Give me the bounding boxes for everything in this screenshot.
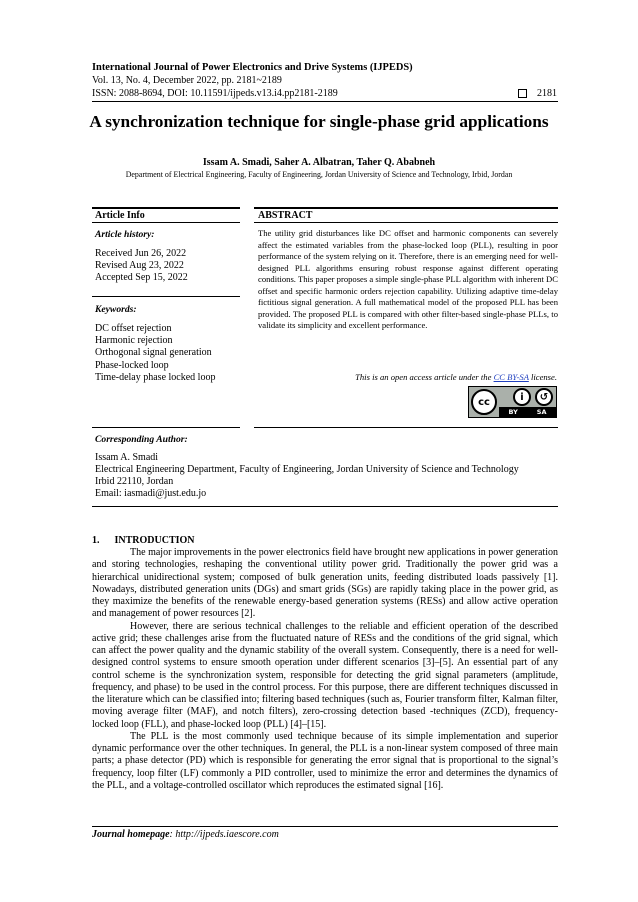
introduction-heading: 1. INTRODUCTION: [92, 535, 195, 546]
license-link[interactable]: CC BY-SA: [493, 372, 529, 382]
history-accepted: Accepted Sep 15, 2022: [95, 272, 188, 284]
introduction-paragraph: The major improvements in the power electronics field have brought new applications in power generation and storing technologies, reshaping the conventional utility power grid. Traditionally the power grid was a hierarchical unidirectional system; composed of bulk generation units, feeding distributed loads passively [1]. Nowadays, distributed generation units (DGs) and smart grids (SGs) are rapidly taking place in the power grid, as they maximize the benefits of the renewable energy-based generation systems (RESs) and allow active operation and management of power resources [2].: [92, 547, 558, 620]
cc-label-bar: [499, 407, 556, 417]
abstract-text: The utility grid disturbances like DC offset and harmonic components can severely affect the estimated variables from the phase-locked loop (PLL), resulting in poor performance of the system relying on it. Therefore, there is an emerging need for well-designed PLL algorithms ensuring robust response against different operating conditions. This paper proposes a simple single-phase PLL algorithm with inherent DC offset and specific harmonic orders rejection capability. Utilizing adaptive time-delay fictitious signal generation. A full mathematical model of the proposed PLL has been provided. The proposed PLL is compared with other filter-based single-phase PLLs, to validate its simplicity and excellent performance.: [258, 228, 558, 330]
license-line: [355, 372, 557, 382]
cc-by-label: BY: [508, 408, 518, 416]
abstract-head-rule: [254, 222, 558, 223]
introduction-body: [92, 547, 558, 792]
page-number-block: [518, 88, 557, 99]
page-number: 2181: [537, 88, 557, 99]
corresponding-department: Electrical Engineering Department, Faculty of Engineering, Jordan University of Science and Technology: [95, 464, 519, 475]
header-rule: [92, 101, 558, 102]
abstract-top-rule: [254, 207, 558, 209]
journal-title: International Journal of Power Electronics and Drive Systems (IJPEDS): [92, 62, 413, 73]
cc-icon: cc: [471, 389, 497, 415]
abstract-heading: ABSTRACT: [258, 210, 313, 221]
license-prefix: This is an open access article under the: [355, 372, 492, 382]
keyword-item: Time-delay phase locked loop: [95, 371, 216, 383]
homepage-label: Journal homepage: [92, 829, 170, 840]
cc-by-sa-icon[interactable]: [468, 386, 557, 418]
paper-title: A synchronization technique for single-phase grid applications: [89, 112, 549, 131]
keyword-item: DC offset rejection: [95, 323, 172, 334]
abstract-bottom-rule: [254, 427, 558, 428]
article-info-heading: Article Info: [95, 210, 145, 221]
history-list: [95, 248, 188, 285]
history-revised: Revised Aug 23, 2022: [95, 260, 184, 272]
keywords-heading: Keywords:: [95, 304, 137, 315]
keyword-item: Harmonic rejection: [95, 335, 173, 347]
footer-rule: [92, 826, 558, 827]
corresponding-city: Irbid 22110, Jordan: [95, 476, 174, 487]
keyword-item: Orthogonal signal generation: [95, 347, 212, 359]
license-suffix: license.: [530, 372, 557, 382]
corresponding-heading: Corresponding Author:: [95, 434, 188, 445]
introduction-paragraph: However, there are serious technical challenges to the reliable and efficient operation of the described active grid; these challenges arise from the fluctuated nature of RESs and the conditions of the grid signal, which can affect the power quality and the dynamic stability of the overall system. Consequently, there is a need for well-designed control systems to ensure smooth operation under different scenarios [3]–[5]. An essential part of any control scheme is the synchronization system, responsible for detecting the grid signal parameters (amplitude, frequency, and phase) to be used in the control process. For this purpose, there are different techniques discussed in the literature which can be classified into; filtering based techniques (such as, Fourier transform filter, Kalman filter, moving average filter (MAF), and notch filters), zero-crossing detection based -techniques (ZCD), frequency-locked loop (FLL), and phase-locked loop (PLL) [4]–[15].: [92, 620, 558, 730]
by-person-icon: i: [513, 388, 531, 406]
history-heading: Article history:: [95, 229, 155, 240]
paper-affiliation: Department of Electrical Engineering, Faculty of Engineering, Jordan University of Science and Technology, Irbid, Jordan: [125, 170, 513, 179]
history-received: Received Jun 26, 2022: [95, 248, 187, 259]
cc-sa-label: SA: [536, 408, 547, 416]
paper-authors: Issam A. Smadi, Saher A. Albatran, Taher Q. Ababneh: [202, 157, 436, 168]
corresponding-name: Issam A. Smadi: [95, 452, 159, 463]
journal-homepage: [92, 829, 279, 840]
volume-line: Vol. 13, No. 4, December 2022, pp. 2181~2189: [92, 75, 282, 86]
info-top-rule: [92, 207, 240, 209]
info-bottom-rule: [92, 427, 240, 428]
corresponding-email: Email: iasmadi@just.edu.jo: [95, 488, 207, 499]
corresponding-rule: [92, 506, 558, 507]
info-head-rule: [92, 222, 240, 223]
keywords-rule: [92, 296, 240, 297]
issn-line: ISSN: 2088-8694, DOI: 10.11591/ijpeds.v13.i4.pp2181-2189: [92, 88, 338, 99]
keywords-list: [95, 323, 215, 384]
homepage-url[interactable]: : http://ijpeds.iaescore.com: [169, 829, 279, 840]
keyword-item: Phase-locked loop: [95, 359, 169, 371]
square-icon: [518, 89, 527, 98]
share-alike-icon: ↺: [535, 388, 553, 406]
introduction-paragraph: The PLL is the most commonly used technique because of its simple implementation and superior dynamic performance over the other techniques. In general, the PLL is a non-linear system composed of three main parts; a phase detector (PD) which is responsible for generating the error signal that is proportional to the signal’s frequency, loop filter (LF) commonly a PID controller, used to minimize the error and determines the dynamics of the PLL, and a voltage-controlled oscillator which reproduces the estimated signal [16].: [92, 730, 558, 791]
